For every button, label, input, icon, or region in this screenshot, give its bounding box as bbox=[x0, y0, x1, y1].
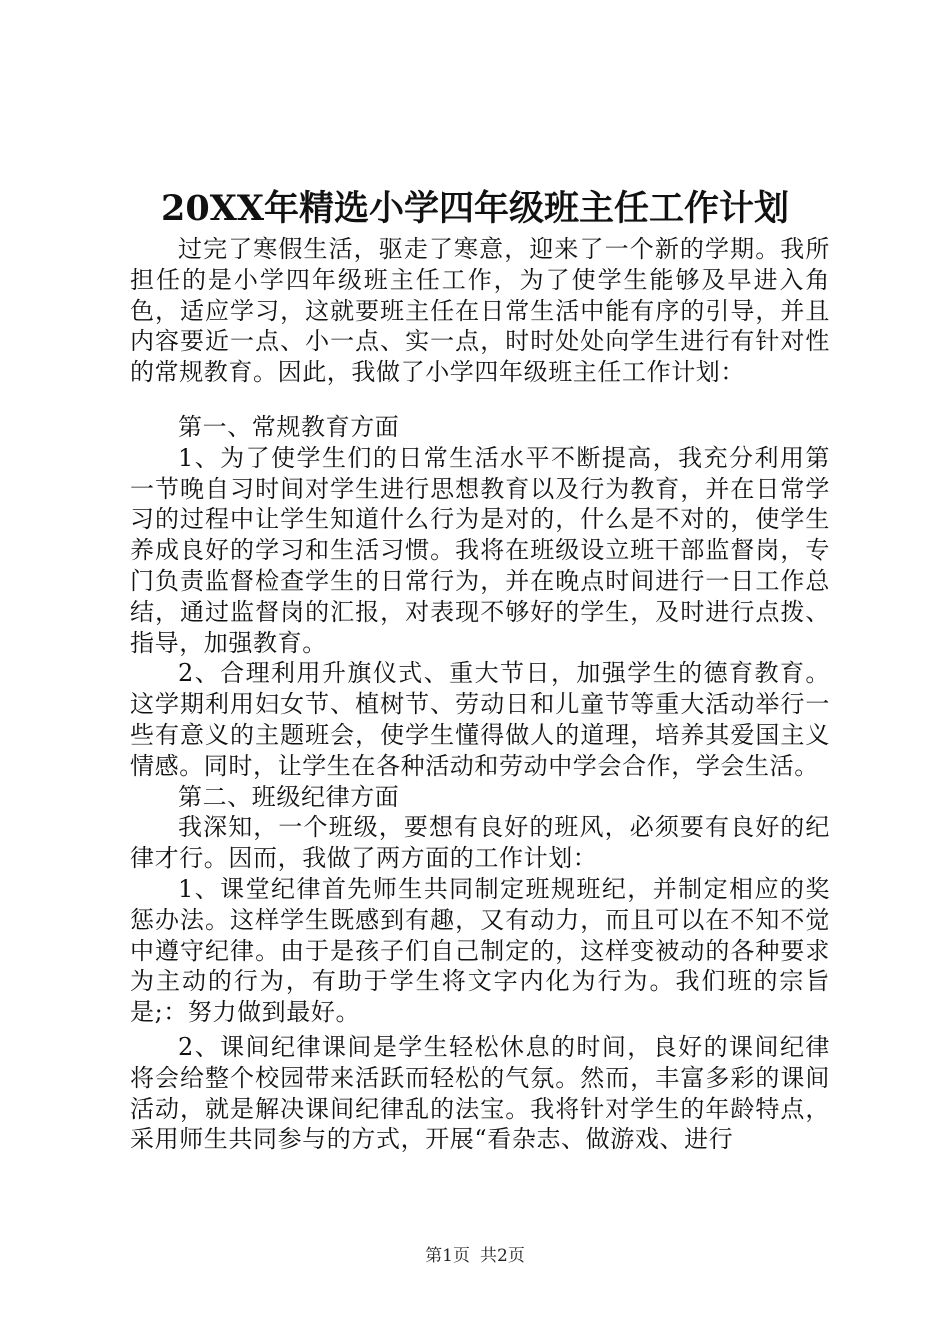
section-heading-class-discipline: 第二、班级纪律方面 bbox=[178, 782, 400, 811]
body-paragraph: 我深知，一个班级，要想有良好的班风，必须要有良好的纪律才行。因而，我做了两方面的工作计划： bbox=[130, 813, 830, 873]
page-number: 第1页 bbox=[425, 1246, 470, 1266]
document-body bbox=[130, 234, 830, 1155]
body-paragraph: 2、课间纪律课间是学生轻松休息的时间，良好的课间纪律将会给整个校园带来活跃而轻松的气氛。然而，丰富多彩的课间活动，就是解决课间纪律乱的法宝。我将针对学生的年龄特点，采用师生共同参与的方式，开展“看杂志、做游戏、进行 bbox=[130, 1032, 830, 1154]
page-total: 共2页 bbox=[480, 1246, 525, 1266]
section-heading-routine-education: 第一、常规教育方面 bbox=[178, 412, 400, 441]
body-paragraph: 2、合理利用升旗仪式、重大节日，加强学生的德育教育。这学期利用妇女节、植树节、劳动日和儿童节等重大活动举行一些有意义的主题班会，使学生懂得做人的道理，培养其爱国主义情感。同时，让学生在各种活动和劳动中学会合作，学会生活。 bbox=[130, 659, 830, 780]
body-paragraph: 1、为了使学生们的日常生活水平不断提高，我充分利用第一节晚自习时间对学生进行思想教育以及行为教育，并在日常学习的过程中让学生知道什么行为是对的，什么是不对的，使学生养成良好的学习和生活习惯。我将在班级设立班干部监督岗，专门负责监督检查学生的日常行为，并在晚点时间进行一日工作总结，通过监督岗的汇报，对表现不够好的学生，及时进行点拨、指导，加强教育。 bbox=[130, 443, 830, 657]
intro-paragraph: 过完了寒假生活，驱走了寒意，迎来了一个新的学期。我所担任的是小学四年级班主任工作，为了使学生能够及早进入角色，适应学习，这就要班主任在日常生活中能有序的引导，并且内容要近一点、小一点、实一点，时时处处向学生进行有针对性的常规教育。因此，我做了小学四年级班主任工作计划： bbox=[130, 235, 830, 387]
body-paragraph: 1、课堂纪律首先师生共同制定班规班纪，并制定相应的奖惩办法。这样学生既感到有趣，又有动力，而且可以在不知不觉中遵守纪律。由于是孩子们自己制定的，这样变被动的各种要求为主动的行为，有助于学生将文字内化为行为。我们班的宗旨是;：努力做到最好。 bbox=[130, 874, 830, 1027]
page-footer bbox=[0, 1244, 950, 1268]
document-title: 20XX年精选小学四年级班主任工作计划 bbox=[160, 188, 790, 229]
